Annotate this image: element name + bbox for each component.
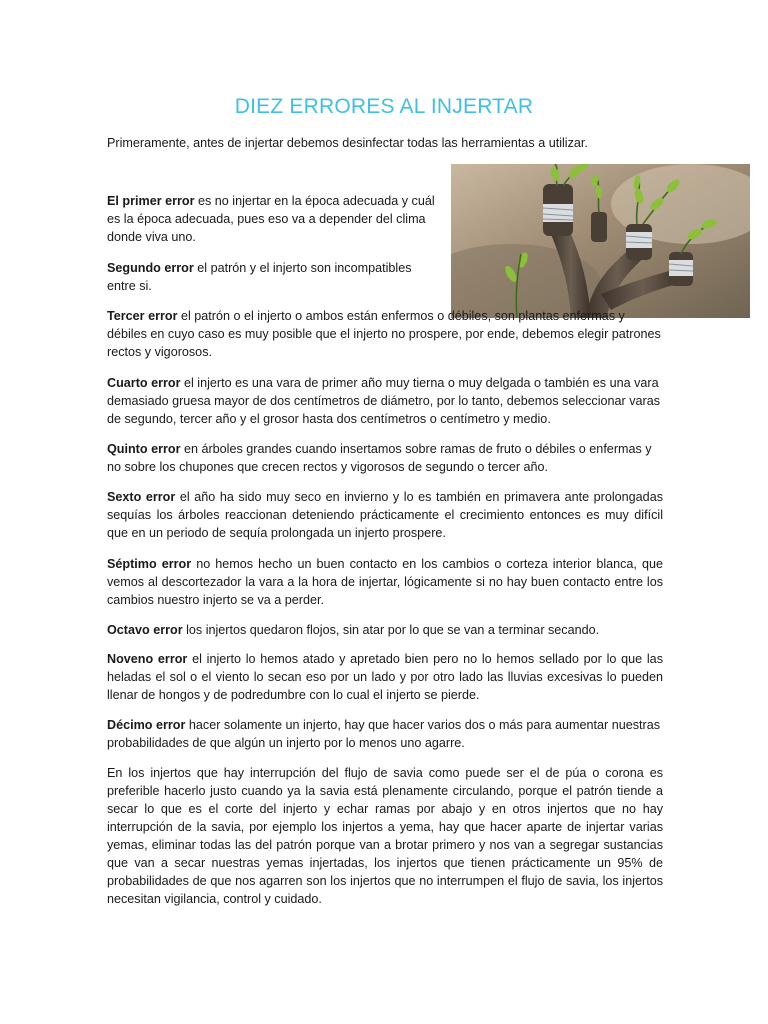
grafted-tree-photo [451, 164, 750, 318]
error-text: el patrón o el injerto o ambos están enfermos o débiles, son plantas enfermas y débiles en cuyo caso es muy posible que el injerto no prospere, por ende, debemos elegir patrones rectos y vigorosos. [107, 309, 661, 359]
error-label: El primer error [107, 194, 195, 208]
error-label: Sexto error [107, 490, 176, 504]
error-text: el injerto lo hemos atado y apretado bien pero no lo hemos sellado por lo que las heladas el sol o el viento lo secan eso por un lado y por otro lado las lluvias excesivas lo pueden llenar de hongos y de podredumbre con lo cual el injerto se pierde. [107, 652, 663, 702]
grafted-tree-image [451, 164, 750, 318]
error-label: Séptimo error [107, 557, 192, 571]
error-text: es no injertar en la época adecuada y cuál es la época adecuada, pues eso va a depender del clima donde viva uno. [107, 194, 435, 244]
error-text: en árboles grandes cuando insertamos sobre ramas de fruto o débiles o enfermas y no sobre los chupones que crecen rectos y vigorosos de segundo o tercer año. [107, 442, 652, 474]
error-label: Décimo error [107, 718, 186, 732]
error-7-paragraph [107, 555, 663, 609]
error-label: Noveno error [107, 652, 188, 666]
closing-paragraph: En los injertos que hay interrupción del flujo de savia como puede ser el de púa o corona es preferible hacerlo justo cuando ya la savia está plenamente circulando, porque el patrón tiende a secar lo que es el corte del injerto y echar ramas por abajo y en otros injertos que no hay interrupción de la savia, por ejemplo los injertos a yema, hay que hacer aparte de injertar varias yemas, eliminar todas las del patrón porque van a brotar primero y nos van a segregar sustancias que van a secar nuestras yemas injertadas, los injertos que tienen prácticamente un 95% de probabilidades de que nos agarren son los injertos que no interrumpen el flujo de savia, los injertos necesitan vigilancia, control y cuidado. [107, 766, 663, 906]
error-5-paragraph [107, 440, 663, 476]
intro-paragraph: Primeramente, antes de injertar debemos desinfectar todas las herramientas a utilizar. [107, 136, 588, 150]
error-text: hacer solamente un injerto, hay que hacer varios dos o más para aumentar nuestras probabilidades de que algún un injerto por lo menos uno agarre. [107, 718, 661, 750]
error-text: el injerto es una vara de primer año muy tierna o muy delgada o también es una vara demasiado gruesa mayor de dos centímetros de diámetro, por lo tanto, debemos seleccionar varas de segundo, tercer año y el grosor hasta dos centímetros o centímetro y medio. [107, 376, 661, 426]
error-text: no hemos hecho un buen contacto en los cambios o corteza interior blanca, que vemos al descortezador la vara a la hora de injertar, lógicamente si no hay buen contacto entre los cambios nuestro injerto se va a perder. [107, 557, 663, 607]
error-label: Tercer error [107, 309, 178, 323]
error-label: Octavo error [107, 623, 183, 637]
error-3-paragraph [107, 307, 663, 361]
error-9-paragraph [107, 650, 663, 704]
error-label: Quinto error [107, 442, 181, 456]
error-2-paragraph [107, 259, 443, 295]
error-text: los injertos quedaron flojos, sin atar por lo que se van a terminar secando. [182, 623, 600, 637]
error-label: Segundo error [107, 261, 194, 275]
error-4-paragraph [107, 374, 663, 428]
error-8-paragraph [107, 621, 663, 639]
error-text: el año ha sido muy seco en invierno y lo es también en primavera ante prolongadas sequías los árboles reaccionan deteniendo prácticamente el crecimiento entonces es muy difícil que en un periodo de sequía prolongada un injerto prospere. [107, 490, 663, 540]
error-10-paragraph [107, 716, 663, 752]
error-label: Cuarto error [107, 376, 181, 390]
error-text: el patrón y el injerto son incompatibles entre si. [107, 261, 412, 293]
error-1-paragraph [107, 192, 443, 246]
error-6-paragraph [107, 488, 663, 542]
page-title: DIEZ ERRORES AL INJERTAR [234, 95, 534, 118]
